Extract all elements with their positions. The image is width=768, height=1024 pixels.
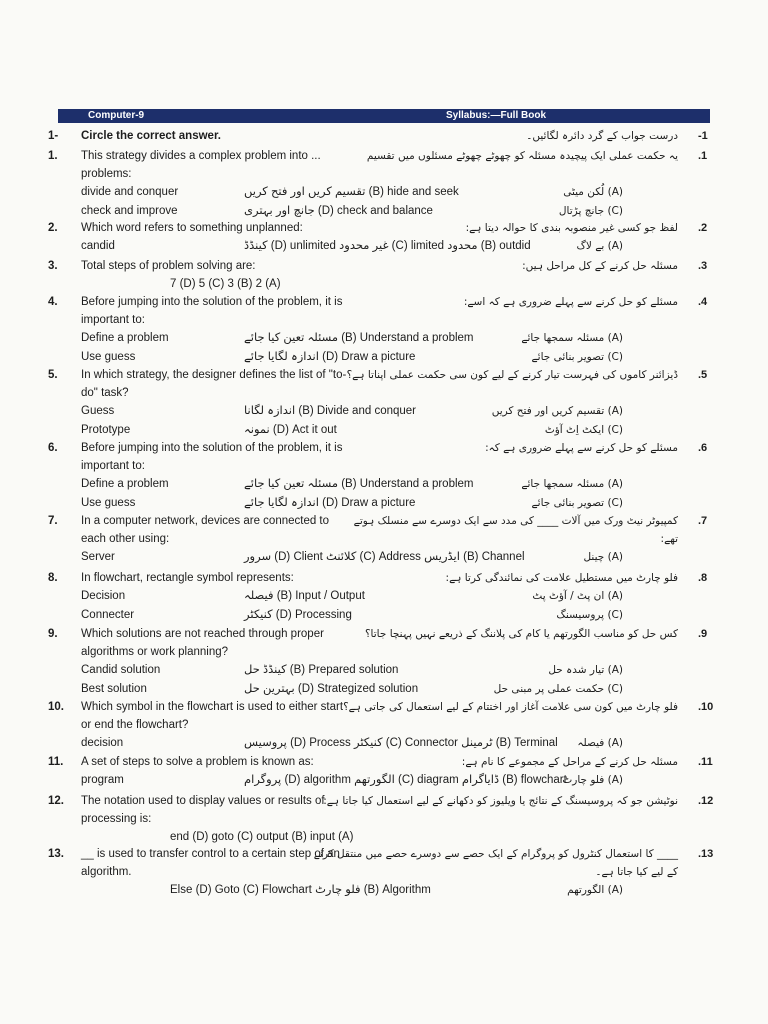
header-subject: Computer-9: [88, 110, 145, 121]
question-text: processing is:: [81, 813, 152, 825]
option-middle: پروسیس (D) Process کنیکٹر (C) Connector ٹرمینل (B) Terminal: [244, 737, 558, 749]
question-number: 1.: [48, 150, 58, 162]
option-middle: جانچ اور بہتری (D) check and balance: [244, 205, 433, 217]
question-urdu-text: یہ حکمت عملی ایک پیچیدہ مسئلہ کو چھوٹے چھوٹے مسئلوں میں تقسیم: [366, 150, 678, 162]
option-a-urdu: (A) مسئلہ سمجھا جائے: [521, 478, 623, 490]
question-text: In a computer network, devices are connected to: [81, 515, 330, 527]
option-a-urdu: (A) ان پٹ / آؤٹ پٹ: [532, 590, 623, 602]
option-middle: بہترین حل (D) Strategized solution: [244, 683, 419, 695]
question-urdu-text: مسئلہ حل کرنے کے کل مراحل ہیں:: [522, 260, 678, 272]
option-a-urdu: (A) فلو چارٹ: [562, 774, 623, 786]
option-a-urdu: (A) تیار شدہ حل: [548, 664, 623, 676]
question-urdu-text: مسئلہ حل کرنے کے مراحل کے مجموعے کا نام ہے:: [461, 756, 678, 768]
question-text: A set of steps to solve a problem is known as:: [81, 756, 314, 768]
option-a-urdu: (A) الگورتھم: [567, 884, 623, 896]
question-text: important to:: [81, 314, 145, 326]
option-middle: سرور (D) Client کلائنٹ (C) Address ایڈریس (B) Channel: [244, 551, 525, 563]
option-d-left: Define a problem: [81, 332, 169, 344]
question-urdu-number: .6: [698, 442, 708, 454]
question-urdu-text: نوٹیشن جو کہ پروسیسنگ کے نتائج یا ویلیوز کو دکھانے کے لیے استعمال کیا جاتا ہے:: [323, 795, 678, 807]
question-number: 12.: [48, 795, 64, 807]
question-number: 10.: [48, 701, 64, 713]
option-d-left: Decision: [81, 590, 126, 602]
option-d-left: Best solution: [81, 683, 147, 695]
question-urdu-number: .10: [698, 701, 714, 713]
option-a-urdu: (C) پروسیسنگ: [556, 609, 623, 621]
instruction-number: 1-: [48, 130, 59, 142]
option-middle: کینڈڈ (D) unlimited غیر محدود (C) limited محدود (B) outdid: [244, 240, 531, 252]
option-middle: اندازہ لگانا (B) Divide and conquer: [244, 405, 416, 417]
option-d-left: Guess: [81, 405, 115, 417]
question-text: important to:: [81, 460, 145, 472]
option-d-left: divide and conquer: [81, 186, 179, 198]
question-text: The notation used to display values or results of: [81, 795, 325, 807]
question-urdu-number: .4: [698, 296, 708, 308]
question-urdu-text: ڈیزائنر کاموں کی فہرست تیار کرنے کے لیے کون سی حکمت عملی اپناتا ہے؟: [346, 369, 678, 381]
question-number: 5.: [48, 369, 58, 381]
option-middle: اندازہ لگایا جائے (D) Draw a picture: [244, 351, 416, 363]
header-bar: [58, 109, 710, 123]
option-a-urdu: (A) فیصلہ: [577, 737, 623, 749]
option-middle: 7 (D) 5 (C) 3 (B) 2 (A): [170, 278, 281, 290]
question-text: __ is used to transfer control to a certain step of an: [81, 848, 340, 860]
option-d-left: Define a problem: [81, 478, 169, 490]
question-text: problems:: [81, 168, 132, 180]
instruction-urdu-number: -1: [698, 130, 708, 142]
option-middle: مسئلہ تعین کیا جائے (B) Understand a problem: [244, 478, 474, 490]
question-urdu-text: تھے:: [660, 533, 678, 545]
question-text: Which word refers to something unplanned:: [81, 222, 303, 234]
question-urdu-number: .5: [698, 369, 708, 381]
option-a-urdu: (C) تصویر بنائی جائے: [531, 497, 623, 509]
question-text: algorithms or work planning?: [81, 646, 229, 658]
question-text: each other using:: [81, 533, 170, 545]
question-urdu-number: .8: [698, 572, 708, 584]
question-urdu-text: مسئلے کو حل کرنے سے پہلے ضروری ہے کہ اسے:: [463, 296, 678, 308]
option-a-urdu: (A) مسئلہ سمجھا جائے: [521, 332, 623, 344]
option-middle: کنیکٹر (D) Processing: [244, 609, 352, 621]
instruction-urdu: درست جواب کے گرد دائرہ لگائیں۔: [526, 130, 678, 142]
question-number: 6.: [48, 442, 58, 454]
question-text: do" task?: [81, 387, 129, 399]
header-syllabus: Syllabus:—Full Book: [446, 110, 547, 121]
option-d-left: Prototype: [81, 424, 131, 436]
option-a-urdu: (C) ایکٹ اِٹ آؤٹ: [544, 424, 623, 436]
question-urdu-number: .3: [698, 260, 708, 272]
question-urdu-text: کمپیوٹر نیٹ ورک میں آلات ____ کی مدد سے ایک دوسرے سے منسلک ہوتے: [353, 515, 678, 527]
option-middle: Else (D) Goto (C) Flowchart فلو چارٹ (B) Algorithm: [170, 884, 431, 896]
option-middle: تقسیم کریں اور فتح کریں (B) hide and seek: [244, 186, 459, 198]
question-urdu-text: کے لیے کیا جاتا ہے۔: [595, 866, 678, 878]
option-a-urdu: (A) چینل: [583, 551, 623, 563]
question-urdu-number: .7: [698, 515, 708, 527]
instruction-text: Circle the correct answer.: [81, 130, 221, 142]
option-d-left: check and improve: [81, 205, 178, 217]
option-middle: پروگرام (D) algorithm الگورتھم (C) diagram ڈایاگرام (B) flowchart: [244, 774, 567, 786]
option-middle: اندازہ لگایا جائے (D) Draw a picture: [244, 497, 416, 509]
question-text: Which symbol in the flowchart is used to either start: [81, 701, 344, 713]
question-text: This strategy divides a complex problem into ...: [81, 150, 321, 162]
option-d-left: Use guess: [81, 497, 136, 509]
question-urdu-number: .2: [698, 222, 708, 234]
question-urdu-text: مسئلے کو حل کرنے سے پہلے ضروری ہے کہ:: [485, 442, 678, 454]
question-text: In which strategy, the designer defines the list of "to-: [81, 369, 347, 381]
option-a-urdu: (C) جانچ پڑتال: [558, 205, 623, 217]
option-middle: کینڈڈ حل (B) Prepared solution: [244, 664, 399, 676]
question-urdu-number: .1: [698, 150, 708, 162]
option-middle: end (D) goto (C) output (B) input (A): [170, 831, 354, 843]
option-a-urdu: (C) تصویر بنائی جائے: [531, 351, 623, 363]
option-d-left: Use guess: [81, 351, 136, 363]
option-d-left: candid: [81, 240, 115, 252]
question-urdu-text: لفظ جو کسی غیر منصوبہ بندی کا حوالہ دیتا ہے:: [465, 222, 678, 234]
question-number: 8.: [48, 572, 58, 584]
option-a-urdu: (C) حکمت عملی پر مبنی حل: [493, 683, 623, 695]
option-middle: فیصلہ (B) Input / Output: [244, 590, 365, 602]
option-middle: نمونہ (D) Act it out: [244, 424, 337, 436]
question-urdu-number: .13: [698, 848, 714, 860]
question-text: Which solutions are not reached through proper: [81, 628, 324, 640]
question-number: 9.: [48, 628, 58, 640]
question-number: 2.: [48, 222, 58, 234]
option-d-left: Server: [81, 551, 115, 563]
question-number: 13.: [48, 848, 64, 860]
question-text: Before jumping into the solution of the problem, it is: [81, 442, 343, 454]
option-a-urdu: (A) لُکن میٹی: [563, 186, 623, 198]
question-urdu-text: کس حل کو مناسب الگورتھم یا کام کی پلاننگ کے ذریعے نہیں پہنچا جاتا؟: [364, 628, 678, 640]
question-text: Total steps of problem solving are:: [81, 260, 256, 272]
option-d-left: decision: [81, 737, 124, 749]
question-number: 3.: [48, 260, 58, 272]
question-urdu-text: فلو چارٹ میں کون سی علامت آغاز اور اختتام کے لیے استعمال کی جاتی ہے؟: [343, 701, 678, 713]
option-d-left: program: [81, 774, 124, 786]
question-text: or end the flowchart?: [81, 719, 189, 731]
question-urdu-number: .9: [698, 628, 708, 640]
question-text: In flowchart, rectangle symbol represents:: [81, 572, 294, 584]
question-urdu-number: .11: [698, 756, 713, 768]
question-number: 11.: [48, 756, 64, 768]
question-urdu-number: .12: [698, 795, 714, 807]
question-number: 7.: [48, 515, 58, 527]
option-middle: مسئلہ تعین کیا جائے (B) Understand a problem: [244, 332, 474, 344]
question-number: 4.: [48, 296, 58, 308]
option-a-urdu: (A) بے لاگ: [576, 240, 623, 252]
option-d-left: Connecter: [81, 609, 135, 621]
question-text: Before jumping into the solution of the problem, it is: [81, 296, 343, 308]
option-a-urdu: (A) تقسیم کریں اور فتح کریں: [491, 405, 623, 417]
question-urdu-text: فلو چارٹ میں مستطیل علامت کی نمائندگی کرتا ہے:: [445, 572, 678, 584]
option-d-left: Candid solution: [81, 664, 161, 676]
question-text: algorithm.: [81, 866, 132, 878]
question-urdu-text: ____ کا استعمال کنٹرول کو پروگرام کے ایک حصے سے دوسرے حصے میں منتقل کرنے: [313, 848, 678, 860]
